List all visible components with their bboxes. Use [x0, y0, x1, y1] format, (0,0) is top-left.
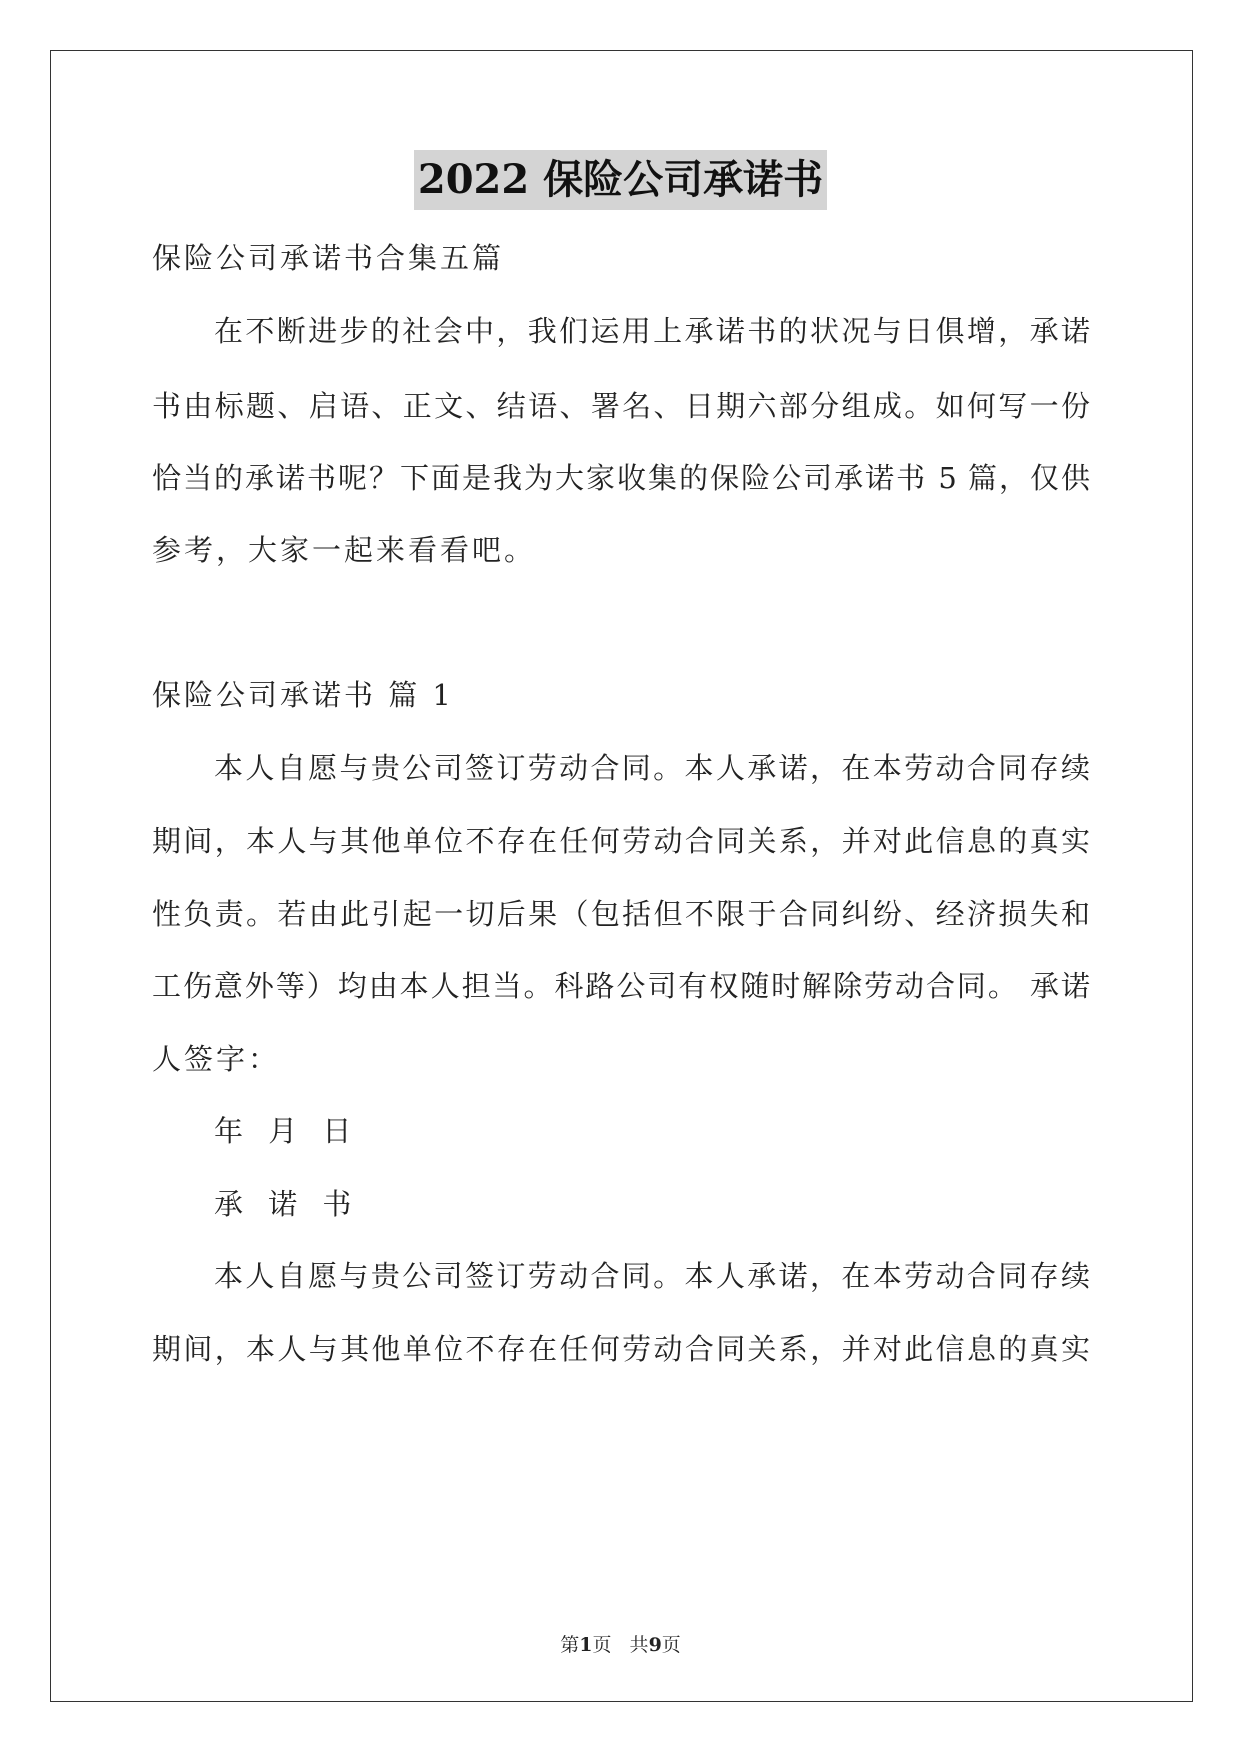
footer-current-page: 1 [579, 1634, 593, 1656]
document-title: 2022 保险公司承诺书 [414, 150, 827, 210]
footer-suffix: 页 [661, 1634, 681, 1656]
body2-line-1: 本人自愿与贵公司签订劳动合同。本人承诺，在本劳动合同存续 [214, 1259, 1090, 1293]
date-line: 年 月 日 [214, 1114, 360, 1148]
page-footer [0, 1632, 1241, 1658]
body-line-4: 工伤意外等）均由本人担当。科路公司有权随时解除劳动合同。 承诺 [152, 969, 1090, 1003]
intro-line-2: 书由标题、启语、正文、结语、署名、日期六部分组成。如何写一份 [152, 389, 1090, 423]
footer-prefix: 第 [560, 1634, 580, 1656]
intro-line-4: 参考，大家一起来看看吧。 [152, 533, 537, 567]
body-line-1: 本人自愿与贵公司签订劳动合同。本人承诺，在本劳动合同存续 [214, 751, 1090, 785]
footer-middle: 页 共 [592, 1634, 649, 1656]
body-line-2: 期间，本人与其他单位不存在任何劳动合同关系，并对此信息的真实 [152, 824, 1090, 858]
body-line-5: 人签字： [152, 1042, 281, 1076]
intro-line-3: 恰当的承诺书呢？下面是我为大家收集的保险公司承诺书 5 篇，仅供 [152, 461, 1090, 495]
body2-line-2: 期间，本人与其他单位不存在任何劳动合同关系，并对此信息的真实 [152, 1332, 1090, 1366]
body-line-3: 性负责。若由此引起一切后果（包括但不限于合同纠纷、经济损失和 [152, 897, 1090, 931]
page-border [50, 50, 1193, 1702]
intro-line-1: 在不断进步的社会中，我们运用上承诺书的状况与日俱增，承诺 [214, 314, 1090, 348]
commitment-heading: 承 诺 书 [214, 1187, 360, 1221]
subtitle-line: 保险公司承诺书合集五篇 [152, 241, 505, 275]
section-heading: 保险公司承诺书 篇 1 [152, 678, 454, 712]
title-container [0, 150, 1241, 210]
footer-total-pages: 9 [648, 1634, 662, 1656]
